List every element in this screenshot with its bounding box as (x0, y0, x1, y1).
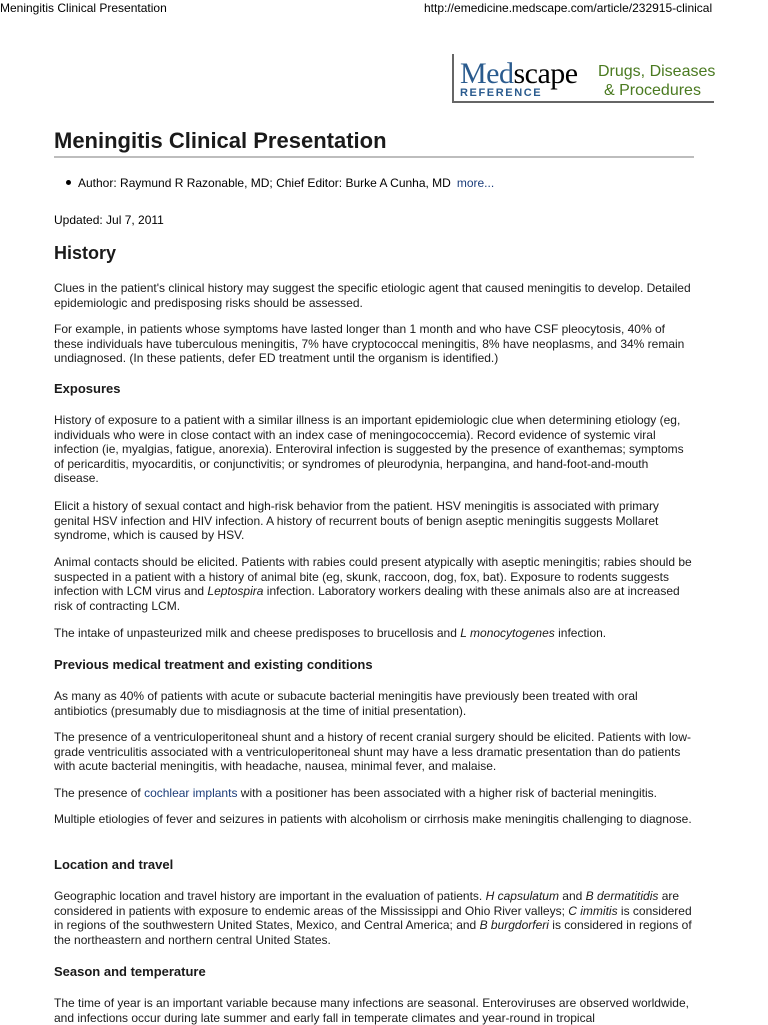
organism-name: C immitis (568, 903, 618, 918)
text-run: The intake of unpasteurized milk and cheese predisposes to brucellosis and (54, 626, 461, 640)
page-title: Meningitis Clinical Presentation (54, 128, 694, 158)
season-paragraph-1: The time of year is an important variable because many infections are seasonal. Enteroviruses are observed worldwide, and infections occur during late summer and early fall in temperate climates and year-round in tropical (54, 996, 689, 1025)
cochlear-implants-link[interactable]: cochlear implants (144, 786, 238, 800)
bullet-icon (66, 180, 71, 185)
print-header (0, 0, 768, 18)
organism-name: B burgdorferi (479, 918, 549, 932)
organism-name: Leptospira (207, 584, 264, 598)
logo-scape-text: scape (513, 57, 578, 90)
exposures-paragraph-2: Elicit a history of sexual contact and high-risk behavior from the patient. HSV meningitis is associated with primary genital HSV infection and HIV infection. A history of recurrent bouts of benign aseptic meningitis suggests Mollaret syndrome, which is caused by HSV. (54, 499, 659, 542)
logo-reference-text: REFERENCE (460, 87, 543, 99)
history-paragraph-2: For example, in patients whose symptoms have lasted longer than 1 month and who have CSF pleocytosis, 40% of these individuals have tuberculous meningitis, 7% have cryptococcal meningitis, 8% have neoplasms, and 34% remain undiagnosed. (In these patients, defer ED treatment until the organism is identified.) (54, 322, 685, 365)
medscape-reference-logo[interactable] (452, 54, 714, 103)
previous-paragraph-4: Multiple etiologies of fever and seizures in patients with alcoholism or cirrhosis make meningitis challenging to diagnose. (54, 812, 692, 826)
logo-tagline-line2: & Procedures (604, 82, 701, 99)
previous-paragraph-1: As many as 40% of patients with acute or subacute bacterial meningitis have previously been treated with oral antibiotics (presumably due to misdiagnosis at the time of initial presentation). (54, 689, 638, 718)
text-run: and (558, 889, 586, 903)
subheading-location-travel: Location and travel (54, 857, 174, 872)
print-header-title: Meningitis Clinical Presentation (0, 1, 167, 15)
text-run: are considered in patients with exposure to endemic areas of the Mississippi and Ohio River valleys; (54, 889, 680, 918)
text-run: infection. Laboratory workers dealing with these animals also are at increased risk of contracting LCM. (54, 584, 680, 613)
subheading-exposures: Exposures (54, 381, 121, 396)
text-run: is considered in regions of the southwestern United States, Mexico, and Central America; and (54, 903, 692, 932)
logo-med-text: Med (460, 57, 514, 90)
previous-paragraph-3 (54, 786, 694, 801)
logo-tagline (598, 62, 716, 100)
location-paragraph-1 (54, 889, 694, 947)
text-run: The presence of (54, 786, 145, 800)
author-text: Author: Raymund R Razonable, MD; Chief Editor: Burke A Cunha, MD (78, 176, 451, 190)
exposures-paragraph-3 (54, 555, 694, 613)
text-run: infection. (554, 626, 607, 640)
author-byline (66, 175, 494, 191)
organism-name: H capsulatum (485, 889, 559, 903)
text-run: is considered in regions of the northeastern and northern central United States. (54, 918, 692, 947)
subheading-season-temperature: Season and temperature (54, 964, 206, 979)
text-run: Geographic location and travel history are important in the evaluation of patients. (54, 889, 486, 903)
subheading-previous-treatment: Previous medical treatment and existing conditions (54, 657, 373, 672)
previous-paragraph-2: The presence of a ventriculoperitoneal shunt and a history of recent cranial surgery should be elicited. Patients with low-grade ventriculitis associated with a ventriculoperitoneal shunt may have a less dramatic presentation than do patients with acute bacterial meningitis, with headache, nausea, minimal fever, and malaise. (54, 730, 692, 773)
logo-wordmark (460, 57, 578, 91)
section-heading-history: History (54, 243, 117, 263)
logo-tagline-line1: Drugs, Diseases (598, 63, 716, 80)
organism-name: L monocytogenes (460, 626, 555, 640)
more-authors-link[interactable]: more... (456, 176, 495, 190)
print-header-url: http://emedicine.medscape.com/article/232915-clinical (424, 1, 713, 15)
text-run: with a positioner has been associated with a higher risk of bacterial meningitis. (237, 786, 657, 800)
text-run: Animal contacts should be elicited. Patients with rabies could present atypically with aseptic meningitis; rabies should be suspected in a patient with a history of animal bite (eg, skunk, raccoon, dog, fox, bat). Exposure to rodents suggests infection with LCM virus and (54, 555, 692, 598)
history-paragraph-1: Clues in the patient's clinical history may suggest the specific etiologic agent that caused meningitis to develop. Detailed epidemiologic and predisposing risks should be assessed. (54, 281, 691, 310)
exposures-paragraph-1: History of exposure to a patient with a similar illness is an important epidemiologic clue when determining etiology (eg, individuals who were in close contact with an index case of meningococcemia). Record evidence of systemic viral infection (ie, myalgias, fatigue, anorexia). Enteroviral infection is suggested by the presence of exanthemas; symptoms of pericarditis, myocarditis, or conjunctivitis; or syndromes of pleurodynia, herpangina, and hand-foot-and-mouth disease. (54, 413, 684, 485)
exposures-paragraph-4 (54, 626, 694, 641)
updated-date: Updated: Jul 7, 2011 (54, 213, 164, 227)
organism-name: B dermatitidis (585, 889, 659, 903)
